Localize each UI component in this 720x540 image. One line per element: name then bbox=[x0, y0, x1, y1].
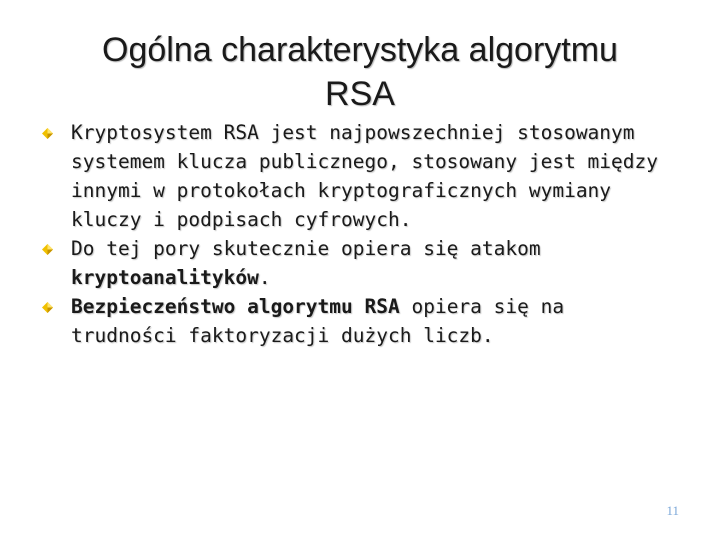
diamond-bullet-icon bbox=[42, 128, 53, 139]
bullet-item-security bbox=[40, 292, 680, 350]
bullet-bold-text: Bezpieczeństwo algorytmu RSA bbox=[71, 295, 400, 318]
bullet-text-start: Do tej pory skutecznie opiera się atakom bbox=[71, 237, 541, 260]
bullet-text-end: . bbox=[258, 266, 271, 289]
bullet-text-end: opiera się na trudności faktoryzacji dużych liczb. bbox=[71, 295, 565, 347]
bullet-list bbox=[40, 118, 680, 350]
slide-title bbox=[40, 28, 680, 116]
slide-title-line-2: RSA bbox=[325, 75, 395, 113]
diamond-bullet-icon bbox=[42, 244, 53, 255]
page-number: 11 bbox=[666, 503, 679, 518]
bullet-item-cryptanalysis bbox=[40, 234, 680, 292]
bullet-bold-text: kryptoanalityków bbox=[71, 266, 259, 289]
slide-title-line-1: Ogólna charakterystyka algorytmu bbox=[102, 31, 618, 69]
diamond-bullet-icon bbox=[42, 302, 53, 313]
bullet-text: Kryptosystem RSA jest najpowszechniej stosowanym systemem klucza publicznego, stosowany jest między innymi w protokołach kryptograficznych wymiany kluczy i podpisach cyfrowych. bbox=[71, 121, 658, 231]
bullet-item-rsa-description bbox=[40, 118, 680, 234]
